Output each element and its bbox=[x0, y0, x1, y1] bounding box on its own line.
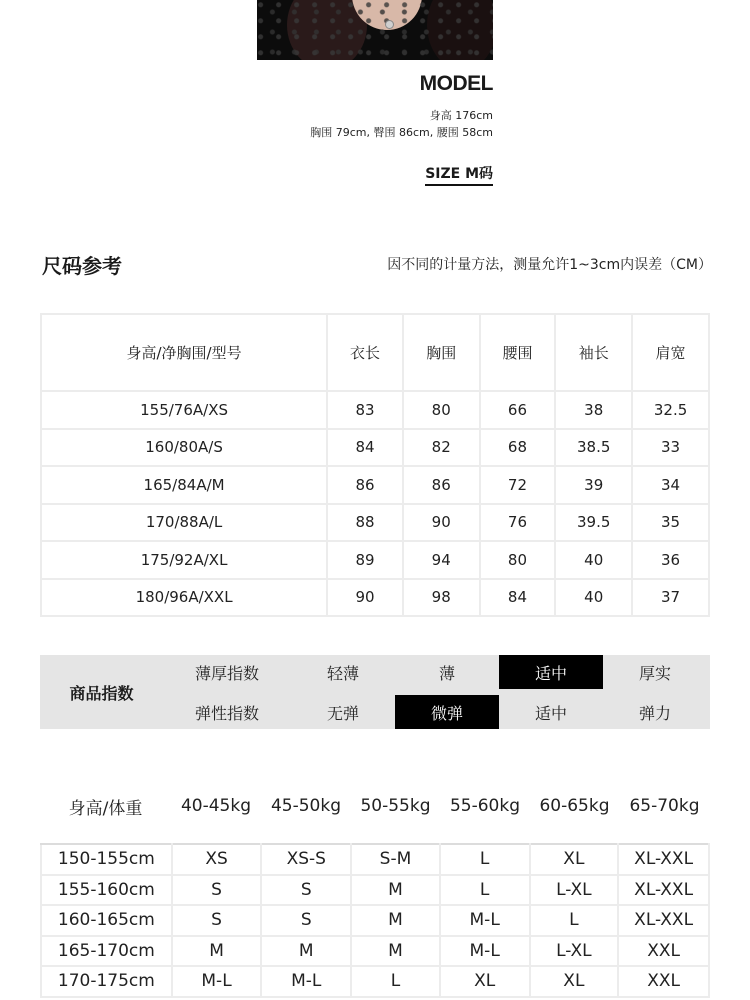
measurement-note: 因不同的计量方法，测量允许1~3cm内误差（CM） bbox=[387, 257, 712, 273]
elasticity-option: 弹力 bbox=[638, 703, 671, 723]
model-photo bbox=[257, 0, 493, 60]
recommended-size-cell: L-XL bbox=[530, 936, 619, 967]
size-chart-value-cell: 98 bbox=[403, 579, 480, 617]
thickness-option: 厚实 bbox=[638, 663, 671, 683]
size-chart-value-cell: 35 bbox=[632, 504, 709, 542]
elasticity-index-row bbox=[163, 695, 710, 729]
recommended-size-cell: S bbox=[261, 905, 351, 936]
thickness-option-selected: 适中 bbox=[499, 655, 603, 689]
size-chart-size-cell: 180/96A/XXL bbox=[41, 579, 327, 617]
size-chart-row bbox=[41, 541, 709, 579]
recommended-size-cell: XXL bbox=[618, 966, 709, 997]
size-chart-value-cell: 84 bbox=[327, 429, 403, 467]
elasticity-option: 适中 bbox=[534, 703, 567, 723]
height-weight-header-cell: 65-70kg bbox=[629, 796, 700, 816]
height-weight-row bbox=[41, 905, 709, 936]
size-chart-value-cell: 68 bbox=[480, 429, 556, 467]
garment-button bbox=[385, 20, 394, 29]
size-chart-header-cell: 衣长 bbox=[327, 314, 403, 391]
size-chart-size-cell: 170/88A/L bbox=[41, 504, 327, 542]
size-chart-size-cell: 175/92A/XL bbox=[41, 541, 327, 579]
size-chart-row bbox=[41, 466, 709, 504]
height-range-cell: 170-175cm bbox=[41, 966, 172, 997]
size-chart-value-cell: 80 bbox=[480, 541, 556, 579]
size-chart-table bbox=[40, 313, 710, 617]
product-index bbox=[40, 655, 710, 729]
recommended-size-cell: L-XL bbox=[530, 875, 619, 906]
lace-pattern bbox=[257, 0, 493, 60]
product-index-label: 商品指数 bbox=[69, 683, 134, 703]
recommended-size-cell: XL-XXL bbox=[618, 905, 709, 936]
size-chart-header-cell: 胸围 bbox=[403, 314, 480, 391]
height-weight-row bbox=[41, 966, 709, 997]
thickness-option: 轻薄 bbox=[326, 663, 359, 683]
size-chart-value-cell: 86 bbox=[327, 466, 403, 504]
thickness-index-row bbox=[163, 655, 710, 689]
size-chart-row bbox=[41, 429, 709, 467]
height-weight-header-cell: 身高/体重 bbox=[68, 798, 143, 819]
height-weight-row bbox=[41, 875, 709, 906]
size-chart-value-cell: 86 bbox=[403, 466, 480, 504]
size-chart-row bbox=[41, 504, 709, 542]
size-chart-size-cell: 165/84A/M bbox=[41, 466, 327, 504]
height-range-cell: 150-155cm bbox=[41, 844, 172, 875]
recommended-size-cell: XL-XXL bbox=[618, 844, 709, 875]
recommended-size-cell: XL bbox=[530, 966, 619, 997]
recommended-size-cell: M bbox=[351, 875, 440, 906]
size-chart-value-cell: 39.5 bbox=[555, 504, 632, 542]
model-title: MODEL bbox=[419, 72, 493, 95]
height-weight-row bbox=[41, 844, 709, 875]
thickness-index-name: 薄厚指数 bbox=[194, 663, 259, 683]
elasticity-option: 无弹 bbox=[326, 703, 359, 723]
size-chart-value-cell: 33 bbox=[632, 429, 709, 467]
recommended-size-cell: XL bbox=[440, 966, 530, 997]
size-chart-value-cell: 40 bbox=[555, 541, 632, 579]
size-chart-value-cell: 32.5 bbox=[632, 391, 709, 429]
size-chart-size-cell: 155/76A/XS bbox=[41, 391, 327, 429]
height-weight-row bbox=[41, 936, 709, 967]
recommended-size-cell: L bbox=[530, 905, 619, 936]
size-chart-value-cell: 84 bbox=[480, 579, 556, 617]
size-chart-value-cell: 72 bbox=[480, 466, 556, 504]
height-weight-table bbox=[40, 843, 710, 998]
size-chart-header-cell: 肩宽 bbox=[632, 314, 709, 391]
model-size: SIZE M码 bbox=[425, 163, 493, 186]
height-weight-header-cell: 45-50kg bbox=[270, 796, 342, 816]
recommended-size-cell: XS-S bbox=[261, 844, 351, 875]
size-chart-value-cell: 82 bbox=[403, 429, 480, 467]
height-weight-header bbox=[40, 790, 710, 822]
height-weight-header-cell: 60-65kg bbox=[539, 796, 610, 816]
recommended-size-cell: S bbox=[172, 875, 262, 906]
thickness-option: 薄 bbox=[438, 663, 455, 683]
recommended-size-cell: M bbox=[351, 936, 440, 967]
size-chart-value-cell: 36 bbox=[632, 541, 709, 579]
recommended-size-cell: L bbox=[440, 844, 530, 875]
recommended-size-cell: M-L bbox=[440, 905, 530, 936]
height-range-cell: 160-165cm bbox=[41, 905, 172, 936]
height-weight-header-cell: 50-55kg bbox=[360, 796, 431, 816]
size-chart-value-cell: 89 bbox=[327, 541, 403, 579]
size-chart-value-cell: 38 bbox=[555, 391, 632, 429]
size-chart-header-cell: 身高/净胸围/型号 bbox=[41, 314, 327, 391]
recommended-size-cell: S bbox=[172, 905, 262, 936]
recommended-size-cell: M bbox=[261, 936, 351, 967]
elasticity-option-selected: 微弹 bbox=[395, 695, 499, 729]
height-range-cell: 155-160cm bbox=[41, 875, 172, 906]
size-reference-title: 尺码参考 bbox=[42, 254, 122, 278]
height-weight-header-cell: 40-45kg bbox=[180, 796, 252, 816]
size-chart-row bbox=[41, 579, 709, 617]
recommended-size-cell: M-L bbox=[261, 966, 351, 997]
recommended-size-cell: L bbox=[351, 966, 440, 997]
size-chart-value-cell: 66 bbox=[480, 391, 556, 429]
elasticity-index-name: 弹性指数 bbox=[194, 703, 259, 723]
recommended-size-cell: M bbox=[172, 936, 262, 967]
size-chart-value-cell: 90 bbox=[403, 504, 480, 542]
recommended-size-cell: M-L bbox=[440, 936, 530, 967]
recommended-size-cell: XXL bbox=[618, 936, 709, 967]
size-chart-size-cell: 160/80A/S bbox=[41, 429, 327, 467]
recommended-size-cell: L bbox=[440, 875, 530, 906]
size-chart-value-cell: 90 bbox=[327, 579, 403, 617]
size-chart-value-cell: 80 bbox=[403, 391, 480, 429]
size-chart-row bbox=[41, 391, 709, 429]
recommended-size-cell: XS bbox=[172, 844, 262, 875]
size-chart-header-row bbox=[41, 314, 709, 391]
size-chart-header-cell: 袖长 bbox=[555, 314, 632, 391]
recommended-size-cell: S-M bbox=[351, 844, 440, 875]
model-height: 身高 176cm bbox=[429, 109, 493, 122]
size-chart-value-cell: 94 bbox=[403, 541, 480, 579]
size-chart-header-cell: 腰围 bbox=[480, 314, 556, 391]
recommended-size-cell: XL bbox=[530, 844, 619, 875]
size-chart-value-cell: 40 bbox=[555, 579, 632, 617]
recommended-size-cell: M bbox=[351, 905, 440, 936]
height-weight-header-cell: 55-60kg bbox=[449, 796, 521, 816]
size-chart-value-cell: 83 bbox=[327, 391, 403, 429]
size-chart-value-cell: 88 bbox=[327, 504, 403, 542]
size-chart-value-cell: 34 bbox=[632, 466, 709, 504]
size-chart-value-cell: 76 bbox=[480, 504, 556, 542]
recommended-size-cell: M-L bbox=[172, 966, 262, 997]
size-chart-value-cell: 39 bbox=[555, 466, 632, 504]
recommended-size-cell: S bbox=[261, 875, 351, 906]
size-chart-value-cell: 37 bbox=[632, 579, 709, 617]
model-measurements: 胸围 79cm, 臀围 86cm, 腰围 58cm bbox=[310, 126, 493, 139]
size-chart-value-cell: 38.5 bbox=[555, 429, 632, 467]
recommended-size-cell: XL-XXL bbox=[618, 875, 709, 906]
height-range-cell: 165-170cm bbox=[41, 936, 172, 967]
